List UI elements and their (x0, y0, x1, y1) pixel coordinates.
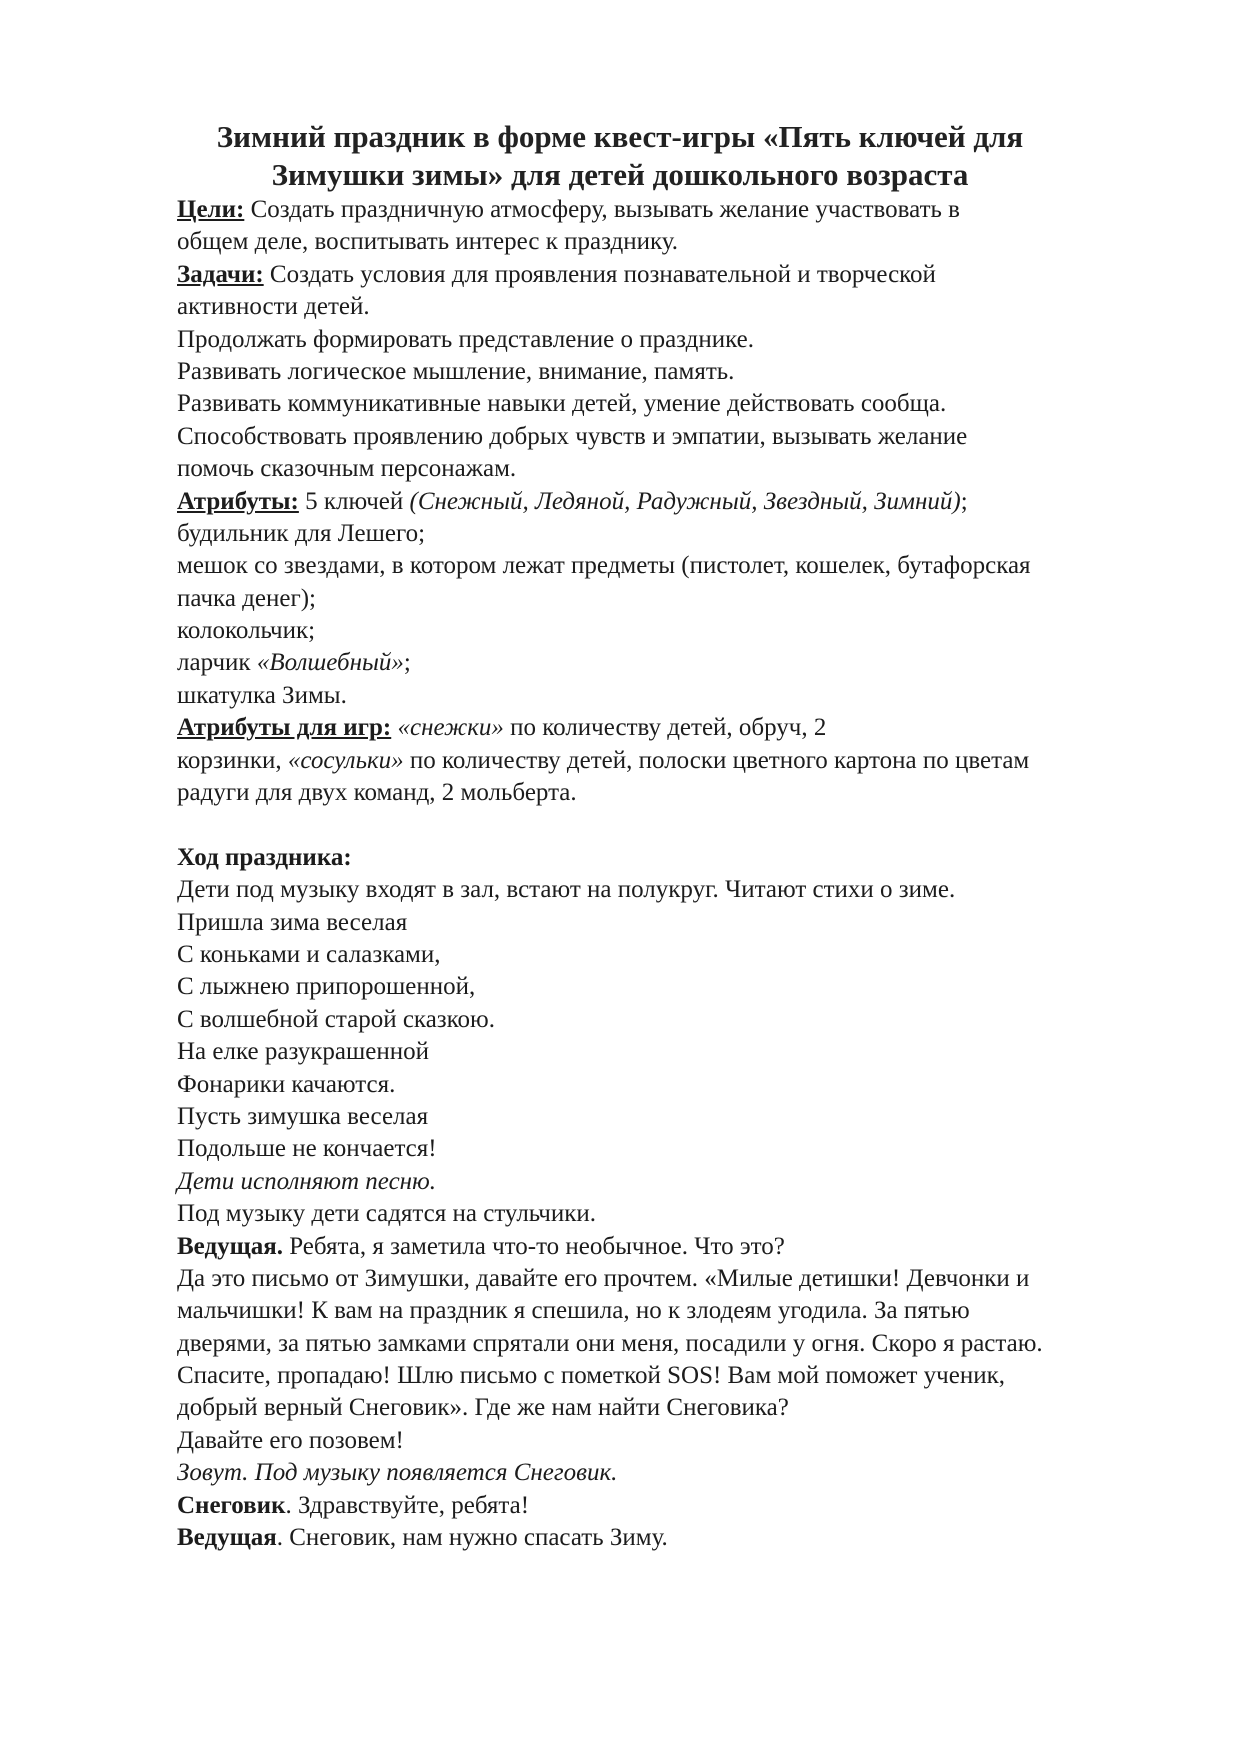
poem-line: Подольше не кончается! (177, 1135, 437, 1163)
attributes-line (177, 486, 1167, 518)
game-attributes-line (177, 745, 1167, 777)
poem-line: Фонарики качаются. (177, 1070, 396, 1098)
tasks-item: Способствовать проявлению добрых чувств и эмпатии, вызывать желание (177, 422, 968, 450)
letter-line: Спасите, пропадаю! Шлю письмо с пометкой SOS! Вам мой поможет ученик, (177, 1362, 1005, 1390)
snowman-speech: . Здравствуйте, ребята! (285, 1491, 530, 1519)
title-line: Зимушки зимы» для детей дошкольного возраста (271, 157, 969, 192)
attribute-item: шкатулка Зимы. (177, 681, 347, 709)
goals-text: Создать праздничную атмосферу, вызывать желание участвовать в (244, 196, 960, 223)
game-attributes-text: по количеству детей, обруч, 2 (503, 714, 827, 742)
course-heading: Ход праздника: (177, 843, 352, 871)
box-suffix: ; (403, 649, 411, 677)
game-attributes-line (177, 712, 1167, 744)
icicles-text: «сосульки» (287, 746, 404, 774)
tasks-text: Создать условия для проявления познавательной и творческой (263, 260, 936, 288)
snowballs-text: «снежки» (397, 714, 504, 742)
poem-line: На елке разукрашенной (177, 1038, 430, 1066)
attributes-count: 5 ключей (298, 487, 410, 515)
letter-line: мальчишки! К вам на праздник я спешила, но к злодеям угодила. За пятью (177, 1297, 970, 1325)
attribute-item (177, 647, 1167, 679)
poem-line: Пришла зима веселая (177, 908, 408, 936)
poem-line: Пусть зимушка веселая (177, 1102, 429, 1130)
letter-line: Давайте его позовем! (177, 1426, 404, 1454)
spacer (177, 809, 1167, 841)
document-body (177, 194, 1167, 1554)
dialogue-line (177, 1231, 1167, 1263)
tasks-item: помочь сказочным персонажам. (177, 455, 517, 483)
letter-line: Да это письмо от Зимушки, давайте его прочтем. «Милые детишки! Девчонки и (177, 1264, 1030, 1292)
game-attributes-text-cont: по количеству детей, полоски цветного картона по цветам (403, 746, 1030, 774)
goals-text-cont: общем деле, воспитывать интерес к празднику. (177, 228, 679, 256)
tasks-label: Задачи: (177, 260, 264, 288)
tasks-item: Развивать логическое мышление, внимание, память. (177, 357, 735, 385)
poem-line: С волшебной старой сказкою. (177, 1005, 495, 1033)
game-attributes-label: Атрибуты для игр: (177, 714, 392, 742)
tasks-item: Продолжать формировать представление о празднике. (177, 325, 754, 353)
speaker-host: Ведущая (177, 1524, 277, 1552)
host-speech: . Снеговик, нам нужно спасать Зиму. (276, 1524, 668, 1552)
course-text: Под музыку дети садятся на стульчики. (177, 1200, 597, 1228)
letter-line: дверями, за пятью замками спрятали они меня, посадили у огня. Скоро я растаю. (177, 1329, 1043, 1357)
goals-line (177, 194, 1167, 226)
attribute-item: мешок со звездами, в котором лежат предметы (пистолет, кошелек, бутафорская (177, 552, 1031, 580)
attributes-label: Атрибуты: (177, 487, 299, 515)
poem-line: С лыжнею припорошенной, (177, 973, 476, 1001)
course-intro: Дети под музыку входят в зал, встают на полукруг. Читают стихи о зиме. (177, 876, 956, 904)
baskets-text: корзинки, (177, 746, 288, 774)
box-name: «Волшебный» (256, 649, 404, 677)
attribute-item: колокольчик; (177, 617, 316, 645)
stage-direction: Зовут. Под музыку появляется Снеговик. (177, 1459, 618, 1487)
tasks-item: активности детей. (177, 293, 370, 321)
dialogue-line (177, 1522, 1167, 1554)
document-title (150, 118, 1090, 194)
attribute-item: пачка денег); (177, 584, 316, 612)
speaker-snowman: Снеговик (177, 1491, 286, 1519)
dialogue-line (177, 1490, 1167, 1522)
game-attributes-line: радуги для двух команд, 2 мольберта. (177, 779, 577, 807)
attribute-item: будильник для Лешего; (177, 519, 426, 547)
poem-line: С коньками и салазками, (177, 940, 441, 968)
speaker-host: Ведущая. (177, 1232, 283, 1260)
host-speech: Ребята, я заметила что-то необычное. Что это? (282, 1232, 785, 1260)
box-prefix: ларчик (177, 649, 257, 677)
attributes-keys: (Снежный, Ледяной, Радужный, Звездный, Зимний) (409, 487, 961, 515)
tasks-item: Развивать коммуникативные навыки детей, умение действовать сообща. (177, 390, 947, 418)
tasks-line (177, 259, 1167, 291)
goals-label: Цели: (177, 196, 245, 223)
title-line: Зимний праздник в форме квест-игры «Пять ключей для (216, 119, 1024, 154)
letter-line: добрый верный Снеговик». Где же нам найти Снеговика? (177, 1394, 789, 1422)
attributes-keys-end: ; (960, 487, 968, 515)
stage-direction: Дети исполняют песню. (177, 1167, 436, 1195)
